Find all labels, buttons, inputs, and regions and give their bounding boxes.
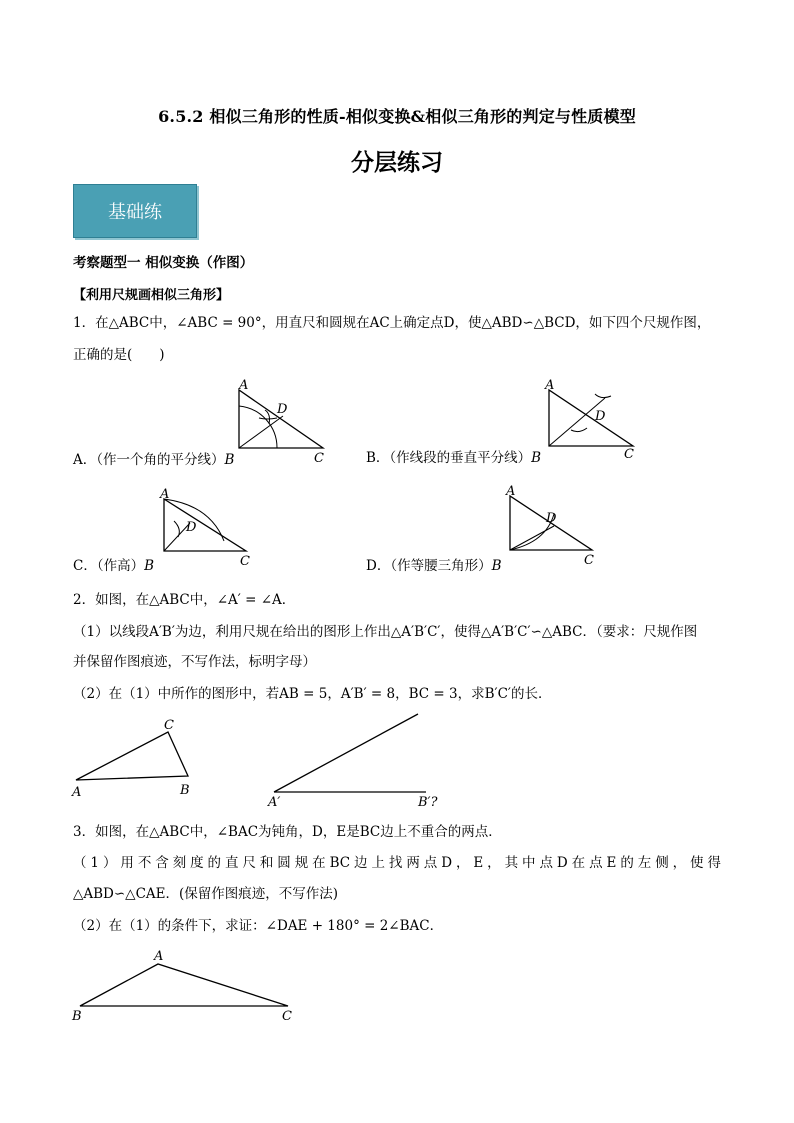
option-b-text: B．（作线段的垂直平分线） [366,450,532,466]
label-b: B [72,1009,82,1024]
q1-figure-d [496,482,606,570]
label-a: A [545,378,555,393]
q3-line-2: （1）用不含刻度的直尺和圆规在BC边上找两点D，E，其中点D在点E的左侧，使得 [73,855,721,871]
label-d: D [277,402,288,417]
q3-figure-abc [68,946,308,1026]
q1-figure-b [535,376,645,466]
q2-figure-given [262,706,462,812]
label-a: A [72,785,82,800]
label-a: A [506,484,516,499]
label-b: B [491,558,502,574]
level-tag: 基础练 [73,184,197,238]
q2-line-1: 2．如图，在△ABC中，∠A′ = ∠A． [73,592,296,608]
q3-line-1: 3．如图，在△ABC中，∠BAC为钝角，D，E是BC边上不重合的两点． [73,824,502,840]
q1-option-b [366,448,541,468]
label-b-prime: B′? [418,795,438,810]
label-a: A [239,378,249,393]
option-d-text: D．（作等腰三角形） [366,558,492,574]
option-a-text: A．（作一个角的平分线） [73,452,225,468]
option-c-text: C．（作高） [73,558,145,574]
label-c: C [584,553,594,568]
label-b: B [144,558,155,574]
label-a: A [160,487,170,502]
q1-figure-c [150,485,260,570]
label-b: B [531,450,542,466]
section-heading: 考察题型一 相似变换（作图） [73,255,254,271]
q2-line-3: 并保留作图痕迹，不写作法，标明字母） [73,654,316,670]
label-d: D [546,511,557,526]
label-d: D [595,409,606,424]
label-a-prime: A′ [268,795,281,810]
q1-line-2: 正确的是( ) [73,347,165,363]
q3-line-3: △ABD∽△CAE．(保留作图痕迹，不写作法) [73,886,339,902]
label-c: C [314,451,324,466]
page-subtitle: 分层练习 [351,149,443,176]
label-b: B [180,783,190,798]
label-d: D [186,520,197,535]
q2-line-2: （1）以线段A′B′为边，利用尺规在给出的图形上作出△A′B′C′，使得△A′B′C′∽△ABC．（要求：尺规作图 [73,624,698,640]
label-c: C [624,447,634,462]
q1-option-d [366,556,502,576]
q3-line-4: （2）在（1）的条件下，求证：∠DAE + 180° = 2∠BAC． [73,918,444,934]
label-c: C [240,554,250,569]
q1-figure-a [225,376,335,466]
q1-line-1: 1．在△ABC中，∠ABC = 90°，用直尺和圆规在AC上确定点D，使△ABD∽△BCD，如下四个尺规作图， [73,315,711,331]
q2-figure-abc [68,716,208,802]
q1-option-a [73,450,234,470]
label-c: C [282,1009,292,1024]
label-a: A [154,949,164,964]
sub-section-heading: 【利用尺规画相似三角形】 [73,288,230,303]
page-title: 6.5.2 相似三角形的性质-相似变换&相似三角形的判定与性质模型 [158,107,636,126]
q2-line-4: （2）在（1）中所作的图形中，若AB = 5，A′B′ = 8，BC = 3，求B′C′的长． [73,686,552,702]
label-b: B [224,452,235,468]
label-c: C [164,718,174,733]
q1-option-c [73,556,154,576]
